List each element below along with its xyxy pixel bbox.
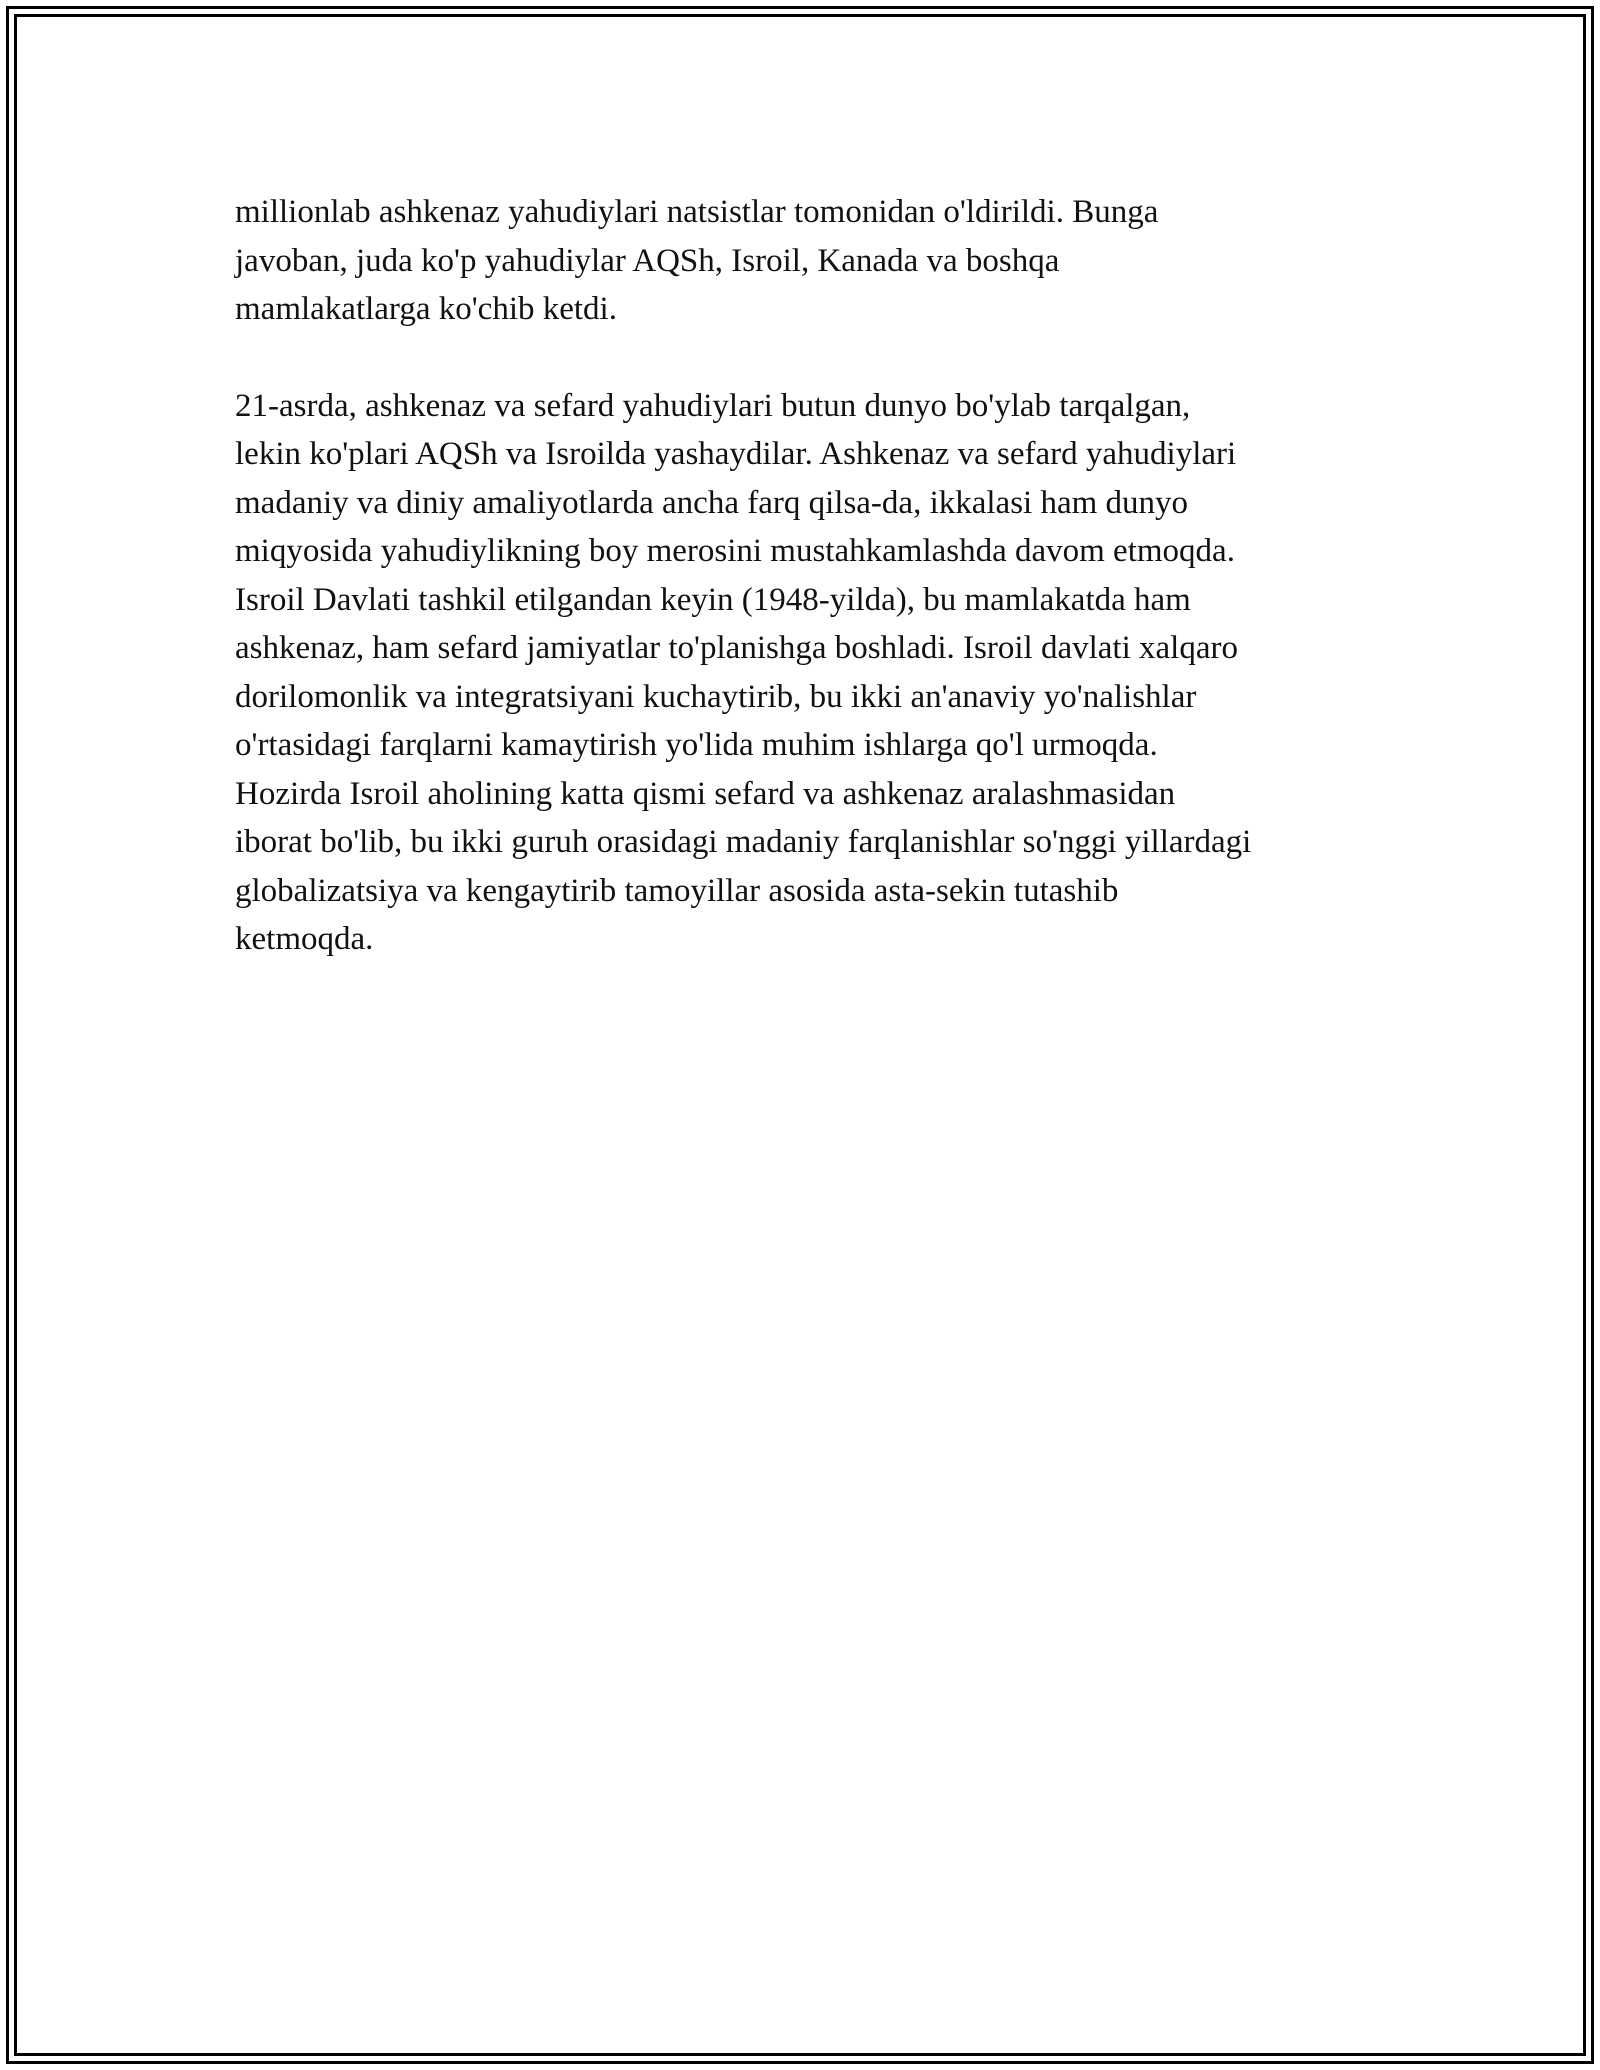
- paragraph-2: 21-asrda, ashkenaz va sefard yahudiylari butun dunyo bo'ylab tarqalgan, lekin ko'plari AQSh va Isroilda yashaydilar. Ashkenaz va sefard yahudiylari madaniy va diniy amaliyotlarda ancha farq qilsa-da, ikkalasi ham dunyo miqyosida yahudiylikning boy merosini mustahkamlashda davom etmoqda. Isroil Davlati tashkil etilgandan keyin (1948-yilda), bu mamlakatda ham ashkenaz, ham sefard jamiyatlar to'planishga boshladi. Isroil davlati xalqaro dorilomonlik va integratsiyani kuchaytirib, bu ikki an'anaviy yo'nalishlar o'rtasidagi farqlarni kamaytirish yo'lida muhim ishlarga qo'l urmoqda. Hozirda Isroil aholining katta qismi sefard va ashkenaz aralashmasidan iborat bo'lib, bu ikki guruh orasidagi madaniy farqlanishlar so'nggi yillardagi globalizatsiya va kengaytirib tamoyillar asosida asta-sekin tutashib ketmoqda.: [235, 387, 1252, 957]
- paragraph-1: millionlab ashkenaz yahudiylari natsistlar tomonidan o'ldirildi. Bunga javoban, juda ko'p yahudiylar AQSh, Isroil, Kanada va boshqa mamlakatlarga ko'chib ketdi.: [235, 194, 1159, 327]
- document-body: [235, 188, 1395, 1012]
